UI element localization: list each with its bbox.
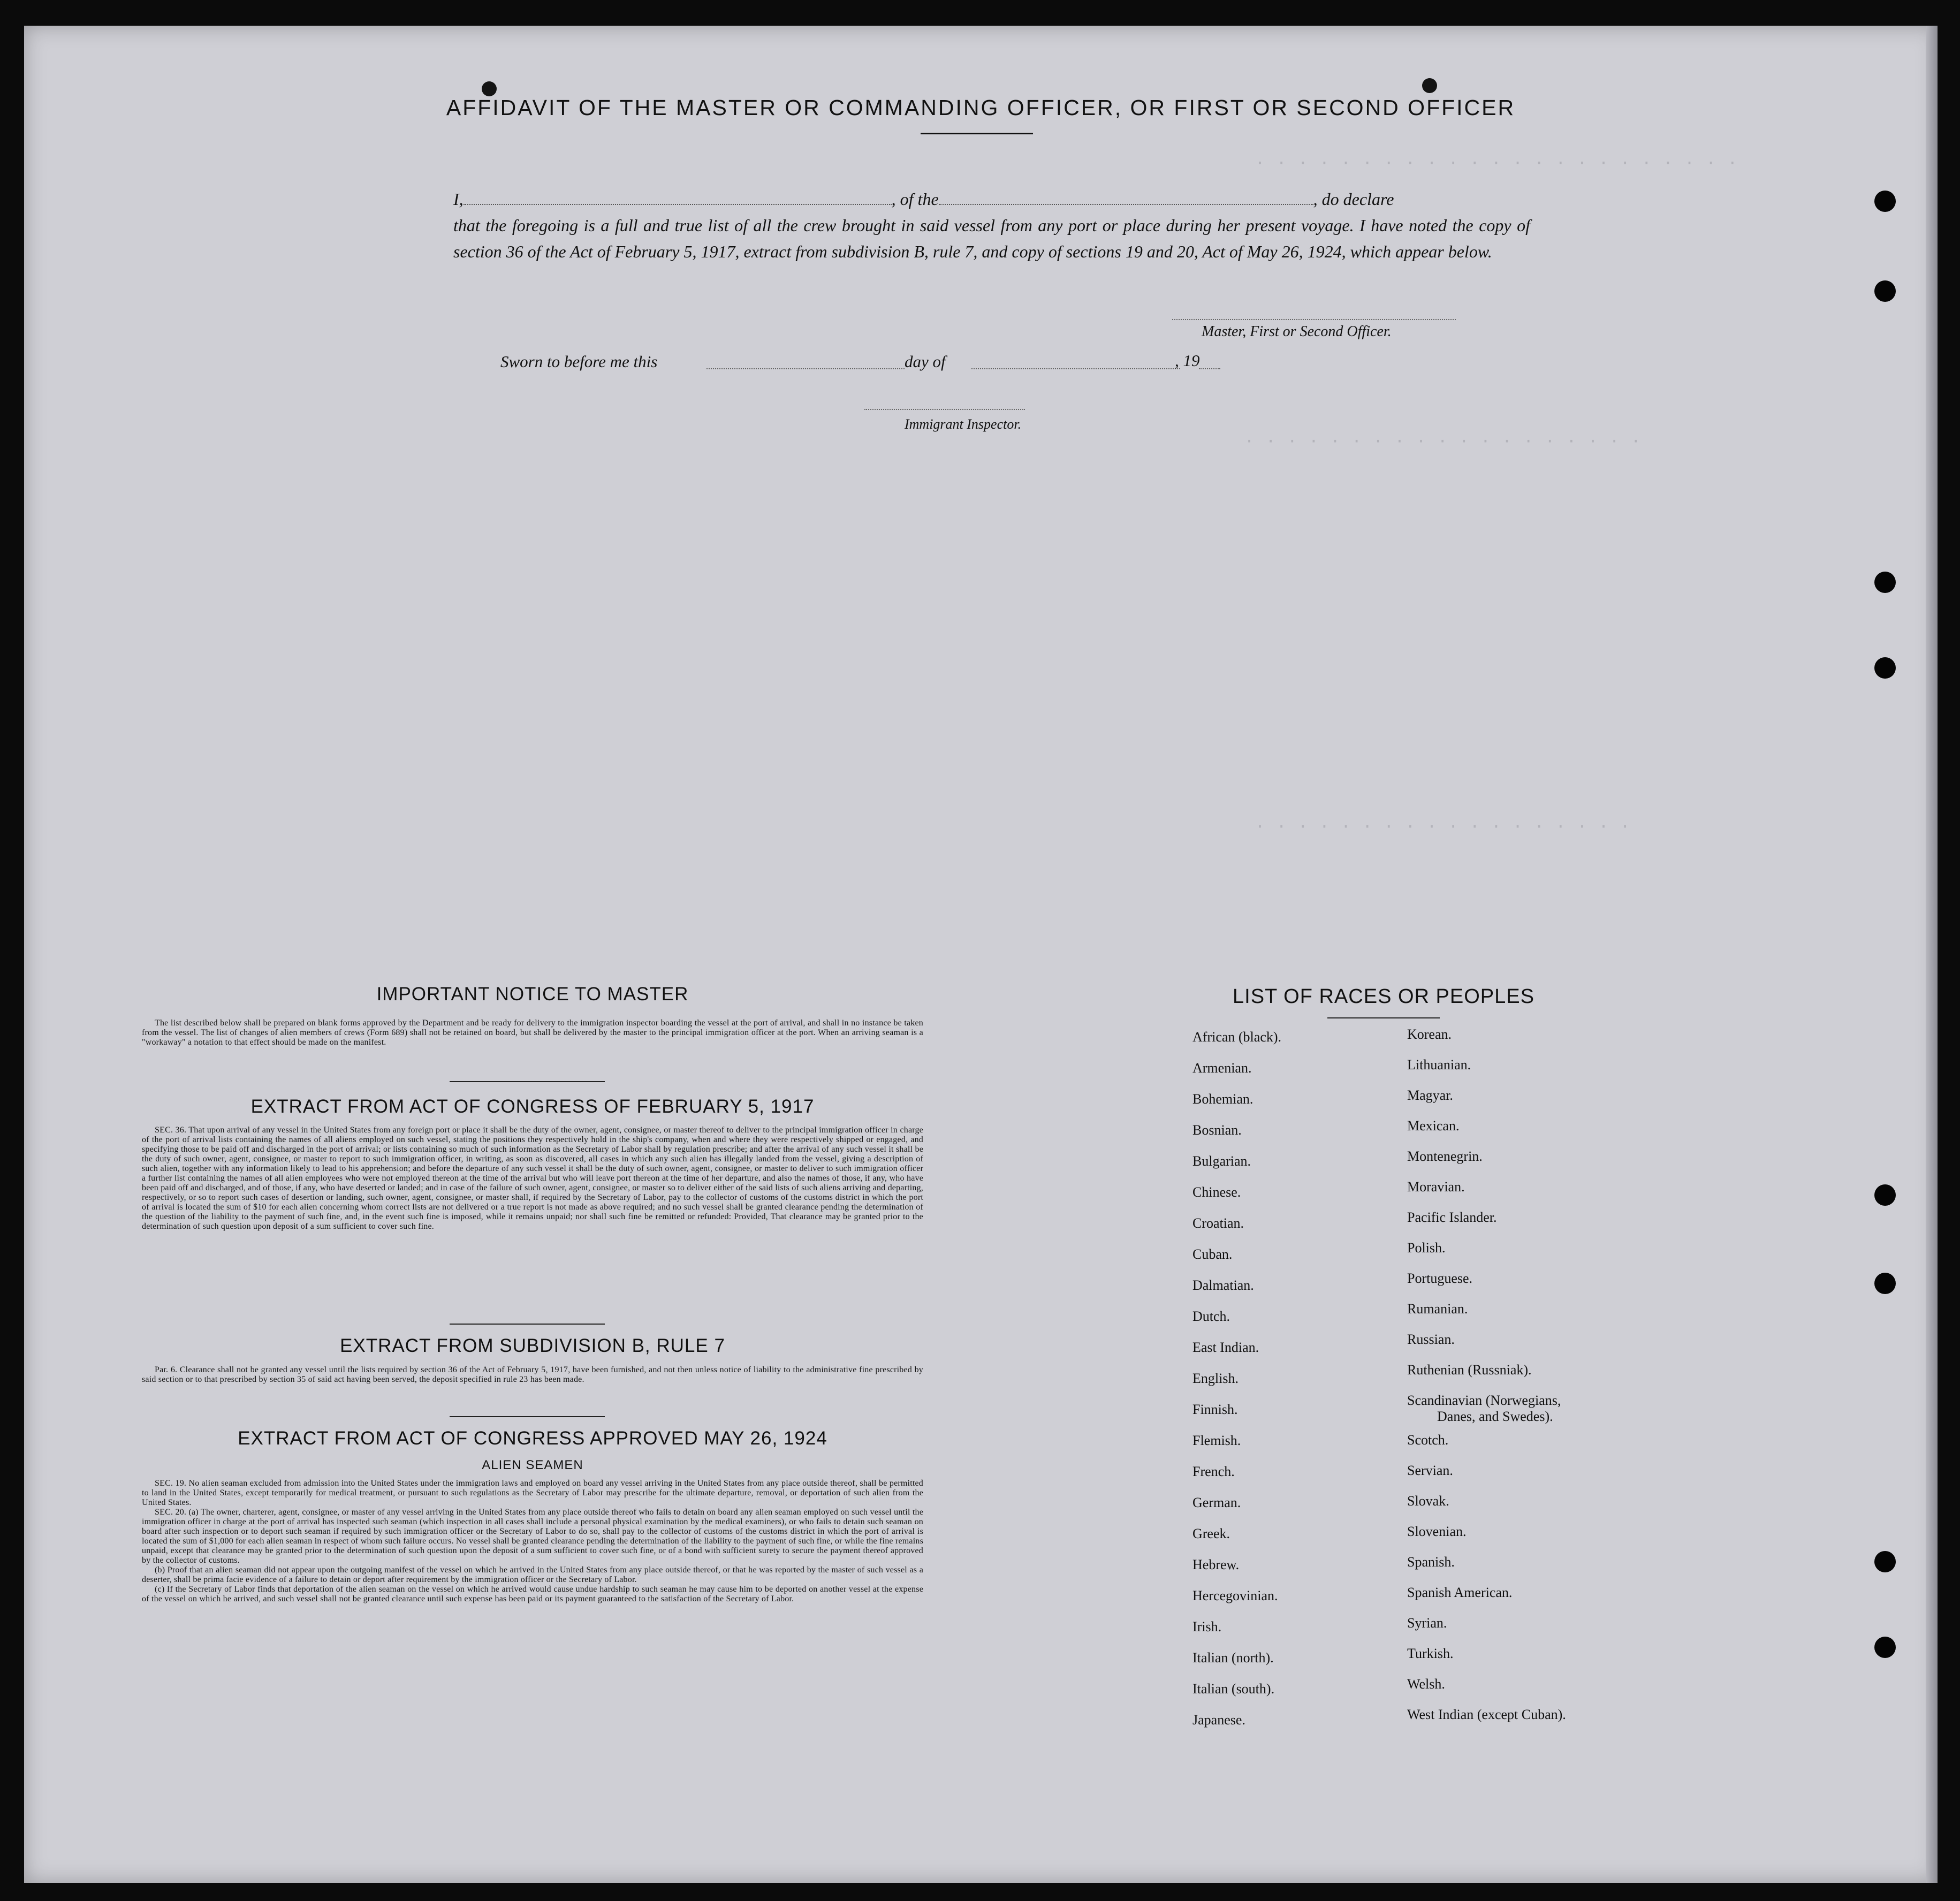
binder-hole xyxy=(1874,191,1896,212)
divider xyxy=(1327,1017,1440,1018)
inspector-signature-label: Immigrant Inspector. xyxy=(905,416,1022,432)
notice-text xyxy=(142,1018,923,1047)
race-item: Servian. xyxy=(1407,1463,1453,1478)
race-item: Cuban. xyxy=(1192,1246,1233,1262)
extract-1924-sec19: SEC. 19. No alien seaman excluded from admission into the United States under the immigration laws and employed on board any vessel arriving in the United States from any place outside thereof, shall be permitted to land in the United States, except temporarily for medical treatment, or pursuant to such regulations as the Secretary of Labor may prescribe for the ultimate departure, removal, or deportation of such alien from the United States. xyxy=(142,1479,923,1507)
extract-1924-sec20a: SEC. 20. (a) The owner, charterer, agent, consignee, or master of any vessel arriving in the United States from any place outside thereof who fails to detain on board any alien seaman employed on such vessel until the immigration officer in charge at the port of arrival has inspected such seaman (which inspection in all cases shall include a personal physical examination by the medical examiners), or who fails to detain such seaman on board after such inspection or to deport such seaman if required by such immigration officer or the Secretary of Labor to do so, shall pay to the collector of customs of the customs district in which the port of arrival is located the sum of $1,000 for each alien seaman in respect of whom such failure occurs. No vessel shall be granted clearance pending the determination of the liability to the payment of such fine, or while the fine remains unpaid, except that clearance may be granted prior to the determination of such question upon the deposit of a sum sufficient to cover such fine, or of a bond with sufficient surety to secure the payment thereof approved by the collector of customs. xyxy=(142,1508,923,1565)
extract-rule7-text xyxy=(142,1365,923,1385)
sworn-year-field[interactable] xyxy=(1199,368,1220,369)
affidavit-of-the: , of the xyxy=(891,189,939,209)
binder-hole xyxy=(1874,1273,1896,1294)
races-title: LIST OF RACES OR PEOPLES xyxy=(1233,985,1534,1008)
race-item: Russian. xyxy=(1407,1332,1455,1347)
race-item: Flemish. xyxy=(1192,1433,1241,1448)
race-item: Syrian. xyxy=(1407,1615,1447,1631)
notice-title: IMPORTANT NOTICE TO MASTER xyxy=(376,984,689,1005)
race-item: Chinese. xyxy=(1192,1184,1241,1200)
sworn-label: Sworn to before me this xyxy=(500,352,658,371)
race-item: Hercegovinian. xyxy=(1192,1588,1278,1603)
race-item: Mexican. xyxy=(1407,1118,1460,1134)
divider xyxy=(450,1081,605,1082)
race-item: Polish. xyxy=(1407,1240,1446,1256)
binder-hole xyxy=(1874,1637,1896,1658)
officer-name-field[interactable] xyxy=(464,188,892,205)
extract-1924-subtitle: ALIEN SEAMEN xyxy=(482,1458,583,1472)
race-item: Spanish. xyxy=(1407,1554,1455,1570)
race-item: Hebrew. xyxy=(1192,1557,1240,1572)
race-item: Armenian. xyxy=(1192,1060,1252,1076)
vessel-name-field[interactable] xyxy=(939,188,1313,205)
race-item: Montenegrin. xyxy=(1407,1149,1483,1164)
extract-rule7-title: EXTRACT FROM SUBDIVISION B, RULE 7 xyxy=(340,1335,725,1356)
bleed-through-text: · · · · · · · · · · · · · · · · · · xyxy=(1255,818,1631,837)
affidavit-do-declare: , do declare xyxy=(1313,189,1394,209)
race-item: Italian (north). xyxy=(1192,1650,1274,1666)
race-item: Pacific Islander. xyxy=(1407,1210,1497,1225)
race-item: German. xyxy=(1192,1495,1241,1510)
divider xyxy=(450,1324,605,1325)
affidavit-statement: that the foregoing is a full and true list of all the crew brought in said vessel from any port or place during her present voyage. I have noted the copy of section 36 of the Act of February 5, 1917, extract from subdivision B, rule 7, and copy of sections 19 and 20, Act of May 26, 1924, which appear below. xyxy=(453,216,1530,261)
extract-1924-title: EXTRACT FROM ACT OF CONGRESS APPROVED MAY 26, 1924 xyxy=(238,1428,827,1449)
day-of-label: day of xyxy=(905,352,946,371)
extract-1924-sec20c: (c) If the Secretary of Labor finds that deportation of the alien seaman on the vessel on which he arrived would cause undue hardship to such seaman he may cause him to be deported on another vessel at the expense of the vessel on which he arrived, and such vessel shall not be granted clearance until such expense has been paid or its payment guaranteed to the satisfaction of the Secretary of Labor. xyxy=(142,1585,923,1603)
extract-rule7-paragraph: Par. 6. Clearance shall not be granted any vessel until the lists required by section 36 of the Act of February 5, 1917, have been furnished, and not then unless notice of liability to the administrative fine prescribed by said section or to that prescribed by section 35 of said act having been served, the deposit specified in rule 23 has been made. xyxy=(142,1365,923,1384)
race-item-continued: Danes, and Swedes). xyxy=(1437,1409,1553,1424)
race-item: Bohemian. xyxy=(1192,1091,1254,1107)
binder-hole xyxy=(1874,1551,1896,1572)
race-item: West Indian (except Cuban). xyxy=(1407,1707,1566,1722)
race-item: Scandinavian (Norwegians, xyxy=(1407,1393,1561,1408)
race-item: African (black). xyxy=(1192,1029,1282,1045)
race-item: Italian (south). xyxy=(1192,1681,1275,1697)
race-item: Greek. xyxy=(1192,1526,1230,1541)
race-item: English. xyxy=(1192,1371,1239,1386)
bleed-through-text: · · · · · · · · · · · · · · · · · · · · · · · xyxy=(1255,154,1738,173)
race-item: Dutch. xyxy=(1192,1309,1230,1324)
race-item: Korean. xyxy=(1407,1026,1452,1042)
race-item: French. xyxy=(1192,1464,1235,1479)
binder-hole xyxy=(1874,1184,1896,1206)
extract-1917-text xyxy=(142,1126,923,1231)
extract-1924-text xyxy=(142,1479,923,1604)
race-item: Irish. xyxy=(1192,1619,1222,1634)
race-item: Rumanian. xyxy=(1407,1301,1468,1317)
binder-hole xyxy=(1874,572,1896,593)
race-item: Finnish. xyxy=(1192,1402,1238,1417)
binder-hole xyxy=(1874,657,1896,679)
race-item: Scotch. xyxy=(1407,1432,1449,1448)
race-item: Magyar. xyxy=(1407,1088,1453,1103)
race-item: Bosnian. xyxy=(1192,1122,1242,1138)
bleed-through-text: · · · · · · · · · · · · · · · · · · · xyxy=(1244,432,1642,451)
sworn-month-field[interactable] xyxy=(971,368,1180,369)
affidavit-i: I, xyxy=(453,189,464,209)
binder-hole xyxy=(1874,280,1896,302)
race-item: Slovak. xyxy=(1407,1493,1449,1509)
race-item: Lithuanian. xyxy=(1407,1057,1471,1073)
affidavit-declaration-line xyxy=(453,186,1530,212)
extract-1917-title: EXTRACT FROM ACT OF CONGRESS OF FEBRUARY 5, 1917 xyxy=(250,1096,815,1117)
year-label: , 19 xyxy=(1175,351,1200,370)
sworn-day-field[interactable] xyxy=(706,368,905,369)
binder-hole xyxy=(1422,78,1437,93)
document-page xyxy=(24,26,1938,1883)
race-item: East Indian. xyxy=(1192,1340,1259,1355)
master-signature-field[interactable] xyxy=(1172,319,1456,320)
extract-1917-paragraph: SEC. 36. That upon arrival of any vessel in the United States from any foreign port or place it shall be the duty of the owner, agent, consignee, or master thereof to deliver to the principal immigration officer in charge of the port of arrival lists containing the names of all aliens employed on such vessel, stating the positions they respectively hold in the ship's company, when and where they were respectively shipped or engaged, and specifying those to be paid off and discharged in the port of arrival; or lists containing so much of such information as the Secretary of Labor shall by regulation prescribe; and after the arrival of any such vessel it shall be the duty of such owner, agent, consignee, or master to report to such immigration officer, in writing, as soon as discovered, all cases in which any such alien has illegally landed from the vessel, giving a description of such alien, together with any information likely to lead to his apprehension; and before the departure of any such vessel it shall be the duty of such owner, agent, consignee, or master to deliver to such immigration officer a further list containing the names of all alien employees who were not employed thereon at the time of the arrival but who will leave port thereon at the time of her departure, and also the names of those, if any, who have been paid off and discharged, and of those, if any, who have deserted or landed; and in case of the failure of such owner, agent, consignee, or master so to deliver either of the said lists of such aliens arriving and departing, respectively, or so to report such cases of desertion or landing, such owner, agent, consignee, or master shall, if required by the Secretary of Labor, pay to the collector of customs of the customs district in which the port of arrival is located the sum of $10 for each alien concerning whom correct lists are not delivered or a true report is not made as above required; and no such vessel shall be granted clearance pending the determination of the question of the liability to the payment of such fine, and, in the event such fine is imposed, while it remains unpaid; nor shall such fine be remitted or refunded: Provided, That clearance may be granted prior to the determination of such question upon deposit of a sum sufficient to cover such fine. xyxy=(142,1126,923,1231)
race-item: Ruthenian (Russniak). xyxy=(1407,1362,1532,1378)
race-item: Turkish. xyxy=(1407,1646,1454,1661)
race-item: Spanish American. xyxy=(1407,1585,1513,1600)
notice-paragraph: The list described below shall be prepared on blank forms approved by the Department and be ready for delivery to the immigration inspector boarding the vessel at the port of arrival, and shall in no instance be taken from the vessel. The list of changes of alien members of crews (Form 689) shall not be retained on board, but shall be delivered by the master to the principal immigration officer at the port. When an arriving seaman is a "workaway" a notation to that effect should be made on the manifest. xyxy=(142,1018,923,1047)
race-item: Slovenian. xyxy=(1407,1524,1467,1539)
race-item: Portuguese. xyxy=(1407,1271,1473,1286)
race-item: Bulgarian. xyxy=(1192,1153,1251,1169)
affidavit-title: AFFIDAVIT OF THE MASTER OR COMMANDING OFFICER, OR FIRST OR SECOND OFFICER xyxy=(446,95,1516,120)
page-edge xyxy=(1926,26,1938,1883)
affidavit-body xyxy=(453,186,1530,265)
race-item: Moravian. xyxy=(1407,1179,1465,1195)
extract-1924-sec20b: (b) Proof that an alien seaman did not appear upon the outgoing manifest of the vessel on which he arrived in the United States from any place outside thereof, or that he was reported by the master of such vessel as a deserter, shall be prima facie evidence of a failure to detain or deport after requirement by the immigration officer or the Secretary of Labor. xyxy=(142,1565,923,1584)
binder-hole xyxy=(482,81,497,96)
race-item: Dalmatian. xyxy=(1192,1278,1254,1293)
inspector-signature-field[interactable] xyxy=(864,409,1025,410)
divider xyxy=(921,133,1033,134)
race-item: Japanese. xyxy=(1192,1712,1245,1728)
race-item: Croatian. xyxy=(1192,1215,1244,1231)
race-item: Welsh. xyxy=(1407,1676,1445,1692)
divider xyxy=(450,1416,605,1417)
master-signature-label: Master, First or Second Officer. xyxy=(1202,323,1392,340)
